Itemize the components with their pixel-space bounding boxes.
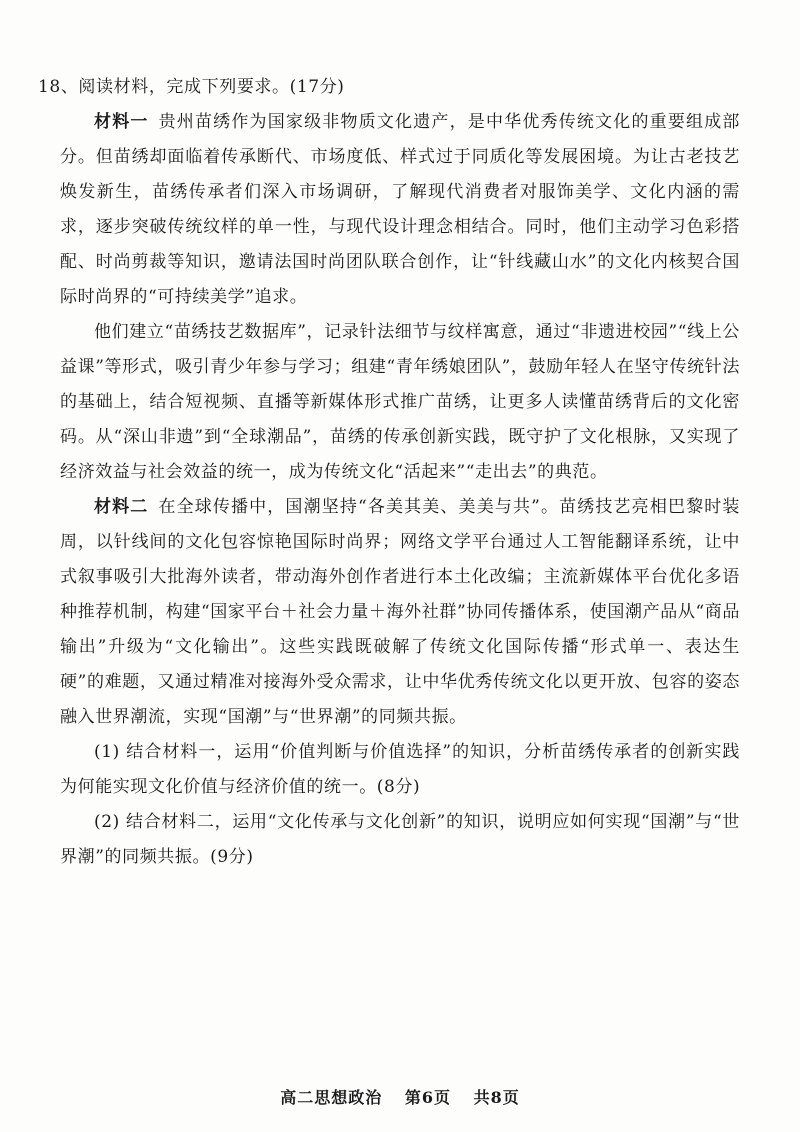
material-1-text-1: 贵州苗绣作为国家级非物质文化遗产，是中华优秀传统文化的重要组成部分。但苗绣却面临着传承断代、市场度低、样式过于同质化等发展困境。为让古老技艺焕发新生，苗绣传承者们深入市场调研，了解现代消费者对服饰美学、文化内涵的需求，逐步突破传统纹样的单一性，与现代设计理念相结合。同时，他们主动学习色彩搭配、时尚剪裁等知识，邀请法国时尚团队联合创作，让“针线藏山水”的文化内核契合国际时尚界的“可持续美学”追求。 <box>60 112 740 307</box>
material-1-label: 材料一 <box>94 112 149 132</box>
footer-page-number: 第6页 <box>404 1088 451 1107</box>
subquestion-1: (1) 结合材料一，运用“价值判断与价值选择”的知识，分析苗绣传承者的创新实践为何能实现文化价值与经济价值的统一。(8分) <box>60 742 740 797</box>
material-2-paragraph <box>60 490 740 735</box>
material-2-label: 材料二 <box>94 497 149 517</box>
page-footer <box>0 1085 800 1108</box>
question-content <box>38 70 740 875</box>
material-1-paragraph-1 <box>60 105 740 315</box>
footer-subject: 高二思想政治 <box>280 1088 383 1107</box>
footer-total-pages: 共8页 <box>473 1088 520 1107</box>
material-2-text: 在全球传播中，国潮坚持“各美其美、美美与共”。苗绣技艺亮相巴黎时装周，以针线间的文化包容惊艳国际时尚界；网络文学平台通过人工智能翻译系统，让中式叙事吸引大批海外读者，带动海外创作者进行本土化改编；主流新媒体平台优化多语种推荐机制，构建“国家平台＋社会力量＋海外社群”协同传播体系，使国潮产品从“商品输出”升级为“文化输出”。这些实践既破解了传统文化国际传播“形式单一、表达生硬”的难题，又通过精准对接海外受众需求，让中华优秀传统文化以更开放、包容的姿态融入世界潮流，实现“国潮”与“世界潮”的同频共振。 <box>60 497 740 727</box>
material-1-paragraph-2: 他们建立“苗绣技艺数据库”，记录针法细节与纹样寓意，通过“非遗进校园”“线上公益课”等形式，吸引青少年参与学习；组建“青年绣娘团队”，鼓励年轻人在坚守传统针法的基础上，结合短视频、直播等新媒体形式推广苗绣，让更多人读懂苗绣背后的文化密码。从“深山非遗”到“全球潮品”，苗绣的传承创新实践，既守护了文化根脉，又实现了经济效益与社会效益的统一，成为传统文化“活起来”“走出去”的典范。 <box>60 322 740 482</box>
subquestion-2: (2) 结合材料二，运用“文化传承与文化创新”的知识，说明应如何实现“国潮”与“世界潮”的同频共振。(9分) <box>60 812 740 867</box>
question-title: 18、阅读材料，完成下列要求。(17分) <box>38 77 345 97</box>
